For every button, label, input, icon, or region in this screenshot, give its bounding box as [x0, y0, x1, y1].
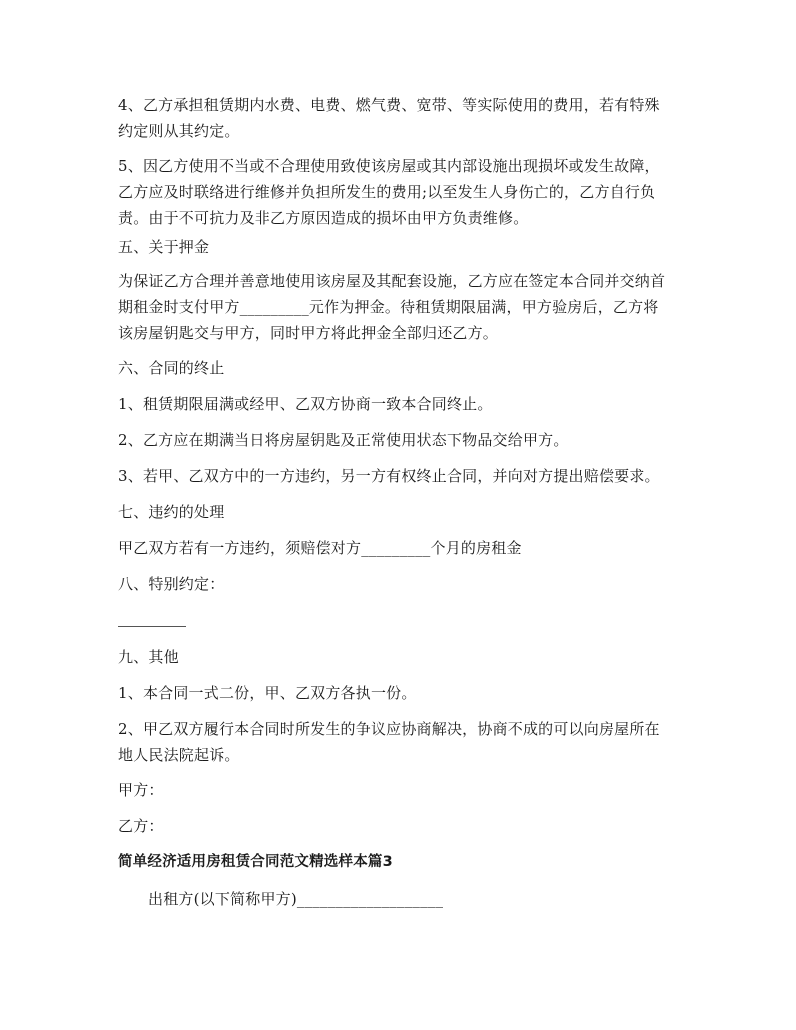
text-line: 六、合同的终止: [118, 359, 225, 377]
termination-item-2: [118, 427, 678, 453]
section-title-3: [118, 849, 678, 875]
special-terms-blank-line: [118, 626, 186, 627]
other-item-2: [118, 716, 678, 768]
text-line: 简单经济适用房租赁合同范文精选样本篇3: [118, 854, 393, 870]
section-7-heading: [118, 499, 678, 525]
party-a-signature: [118, 777, 678, 803]
text-line: 1、租赁期限届满或经甲、乙双方协商一致本合同终止。: [118, 395, 493, 413]
breach-paragraph: [118, 535, 678, 561]
clause-5-paragraph: [118, 153, 678, 231]
text-line: 地人民法院起诉。: [118, 746, 240, 764]
text-line: 五、关于押金: [118, 238, 210, 256]
text-line: 责。由于不可抗力及非乙方原因造成的损坏由甲方负责维修。: [118, 209, 529, 227]
text-line: 甲方：: [118, 781, 164, 799]
text-line: 乙方：: [118, 817, 164, 835]
text-line: 约定则从其约定。: [118, 122, 240, 140]
termination-item-3: [118, 463, 678, 489]
section-8-heading: [118, 571, 678, 597]
deposit-paragraph: [118, 268, 678, 346]
section-9-heading: [118, 644, 678, 670]
section-5-heading: [118, 234, 678, 260]
text-line: 甲乙双方若有一方违约，须赔偿对方_________个月的房租金: [118, 539, 522, 557]
text-line: 1、本合同一式二份，甲、乙双方各执一份。: [118, 684, 417, 702]
party-b-signature: [118, 813, 678, 839]
text-line: 5、因乙方使用不当或不合理使用致使该房屋或其内部设施出现损坏或发生故障，: [118, 157, 660, 175]
text-line: 乙方应及时联络进行维修并负担所发生的费用;以至发生人身伤亡的，乙方自行负: [118, 183, 656, 201]
text-line: 4、乙方承担租赁期内水费、电费、燃气费、宽带、等实际使用的费用，若有特殊: [118, 96, 660, 114]
lessor-line: [148, 886, 708, 912]
text-line: 该房屋钥匙交与甲方，同时甲方将此押金全部归还乙方。: [118, 324, 499, 342]
section-6-heading: [118, 355, 678, 381]
text-line: 3、若甲、乙双方中的一方违约，另一方有权终止合同，并向对方提出赔偿要求。: [118, 467, 660, 485]
text-line: 出租方(以下简称甲方)___________________: [148, 890, 444, 908]
text-line: 为保证乙方合理并善意地使用该房屋及其配套设施，乙方应在签定本合同并交纳首: [118, 272, 666, 290]
text-line: 2、乙方应在期满当日将房屋钥匙及正常使用状态下物品交给甲方。: [118, 431, 569, 449]
text-line: 七、违约的处理: [118, 503, 225, 521]
text-line: 2、甲乙双方履行本合同时所发生的争议应协商解决，协商不成的可以向房屋所在: [118, 720, 660, 738]
text-line: 期租金时支付甲方_________元作为押金。待租赁期限届满，甲方验房后，乙方将: [118, 298, 659, 316]
clause-4-paragraph: [118, 92, 678, 144]
text-line: 八、特别约定：: [118, 575, 225, 593]
other-item-1: [118, 680, 678, 706]
termination-item-1: [118, 391, 678, 417]
text-line: 九、其他: [118, 648, 179, 666]
